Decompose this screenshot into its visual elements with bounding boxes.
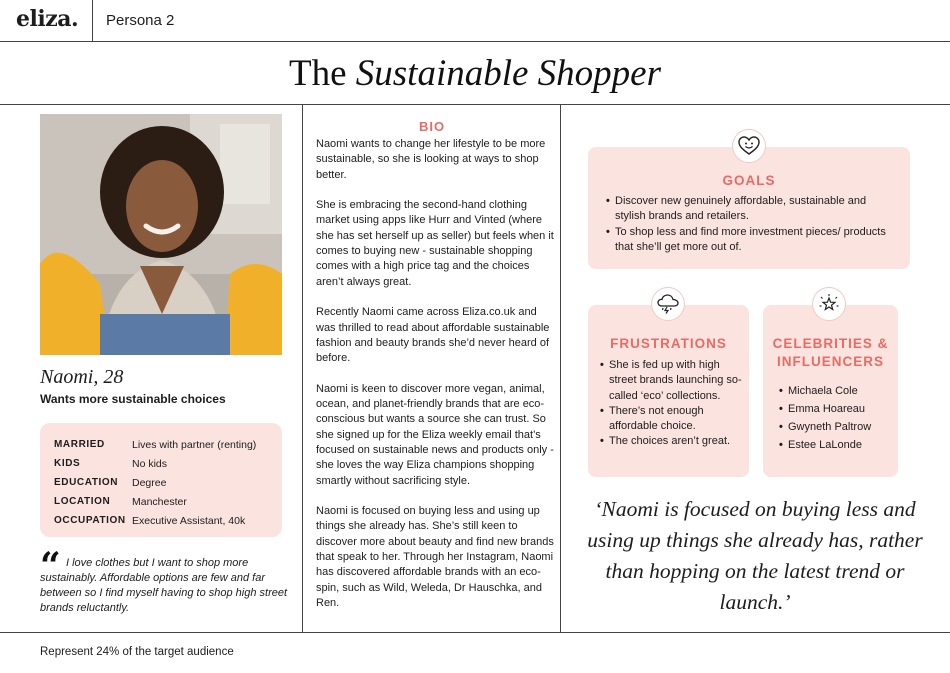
detail-value: Degree	[132, 476, 167, 489]
list-item: • Discover new genuinely affordable, sustainable and stylish brands and retailers.	[606, 194, 896, 225]
eliza-logo: eliza.	[16, 6, 79, 32]
detail-label: MARRIED	[54, 439, 105, 450]
detail-label: KIDS	[54, 458, 81, 469]
detail-label: EDUCATION	[54, 477, 119, 488]
page-title	[0, 52, 950, 95]
detail-row	[54, 435, 282, 454]
detail-row	[54, 473, 282, 492]
celebrities-card	[763, 305, 898, 477]
goals-title: GOALS	[722, 173, 776, 188]
celebrities-title-line2: INFLUENCERS	[776, 354, 884, 369]
star-sparkle-icon	[812, 287, 846, 321]
top-bar	[0, 0, 950, 42]
bio-text	[316, 137, 556, 627]
persona-details-card	[40, 423, 282, 537]
list-item: • Gwyneth Paltrow	[779, 418, 894, 436]
quote-mark-icon: “	[40, 545, 61, 587]
detail-value: Manchester	[132, 495, 187, 508]
list-item: • She is fed up with high street brands launching so-called ‘eco’ collections.	[600, 358, 746, 404]
detail-value: No kids	[132, 457, 168, 470]
goals-card	[588, 147, 910, 269]
persona-name: Naomi, 28	[40, 366, 124, 388]
persona-label: Persona 2	[106, 12, 175, 29]
divider-top	[0, 104, 950, 105]
bio-paragraph: Naomi wants to change her lifestyle to be more sustainable, so she is looking at ways to shop better.	[316, 138, 546, 181]
persona-quote: I love clothes but I want to shop more sustainably. Affordable options are few and far between so I find myself having to shop high street brands reluctantly.	[40, 557, 288, 614]
highlight-quote: ‘Naomi is focused on buying less and using up things she already has, rather than hopping on the latest trend or launch.’	[587, 497, 923, 614]
list-item: • Emma Hoareau	[779, 400, 894, 418]
bio-paragraph: Naomi is focused on buying less and using up things she already has. She’s still keen to discover more about beauty and find new brands that speak to her. Through her Instagram, Naomi has discovered affordable brands with an eco-spin, such as Wild, Weleda, Dr Hauschka, and Ren.	[316, 505, 554, 609]
bio-paragraph: She is embracing the second-hand clothing market using apps like Hurr and Vinted (where she has set herself up as seller) but feels when it comes to buying new - sustainable shopping comes with a high price tag and the choices aren’t always great.	[316, 199, 554, 288]
frustrations-card	[588, 305, 749, 477]
detail-label: LOCATION	[54, 496, 111, 507]
list-item: • Michaela Cole	[779, 382, 894, 400]
frustrations-list	[600, 358, 746, 450]
title-prefix: The	[288, 53, 356, 94]
list-item: • There’s not enough affordable choice.	[600, 404, 746, 435]
goals-list	[606, 194, 896, 255]
column-divider-left	[302, 104, 303, 632]
header-divider	[92, 0, 93, 42]
heart-smile-icon	[732, 129, 766, 163]
list-item: • The choices aren’t great.	[600, 434, 746, 449]
column-divider-right	[560, 104, 561, 632]
list-item: • To shop less and find more investment pieces/ products that she’ll get more out of.	[606, 225, 896, 256]
detail-label: OCCUPATION	[54, 515, 126, 526]
persona-tagline: Wants more sustainable choices	[40, 392, 226, 406]
storm-cloud-icon	[651, 287, 685, 321]
detail-row	[54, 492, 282, 511]
title-emphasis: Sustainable Shopper	[355, 53, 661, 94]
bio-heading: BIO	[418, 119, 446, 134]
detail-row	[54, 511, 282, 530]
detail-value: Executive Assistant, 40k	[132, 514, 246, 527]
celebrities-title	[763, 335, 898, 371]
celebrities-title-line1: CELEBRITIES &	[772, 336, 889, 351]
detail-value: Lives with partner (renting)	[132, 438, 257, 451]
footer-note: Represent 24% of the target audience	[40, 646, 234, 658]
bio-paragraph: Recently Naomi came across Eliza.co.uk and was thrilled to read about affordable sustainable fashion and beauty brands she’d never heard of before.	[316, 306, 550, 365]
list-item: • Estee LaLonde	[779, 436, 894, 454]
detail-row	[54, 454, 282, 473]
frustrations-title: FRUSTRATIONS	[610, 336, 727, 351]
celebrities-list	[779, 382, 894, 454]
bio-paragraph: Naomi is keen to discover more vegan, animal, ocean, and planet-friendly brands that are eco-conscious but wants a source she can trust. So she signed up for the Eliza weekly email that’s focused on sustainable news and products only - she loves the way Eliza champions shopping smartly without sacrificing style.	[316, 382, 554, 487]
divider-bottom	[0, 632, 950, 633]
persona-photo	[40, 114, 282, 355]
